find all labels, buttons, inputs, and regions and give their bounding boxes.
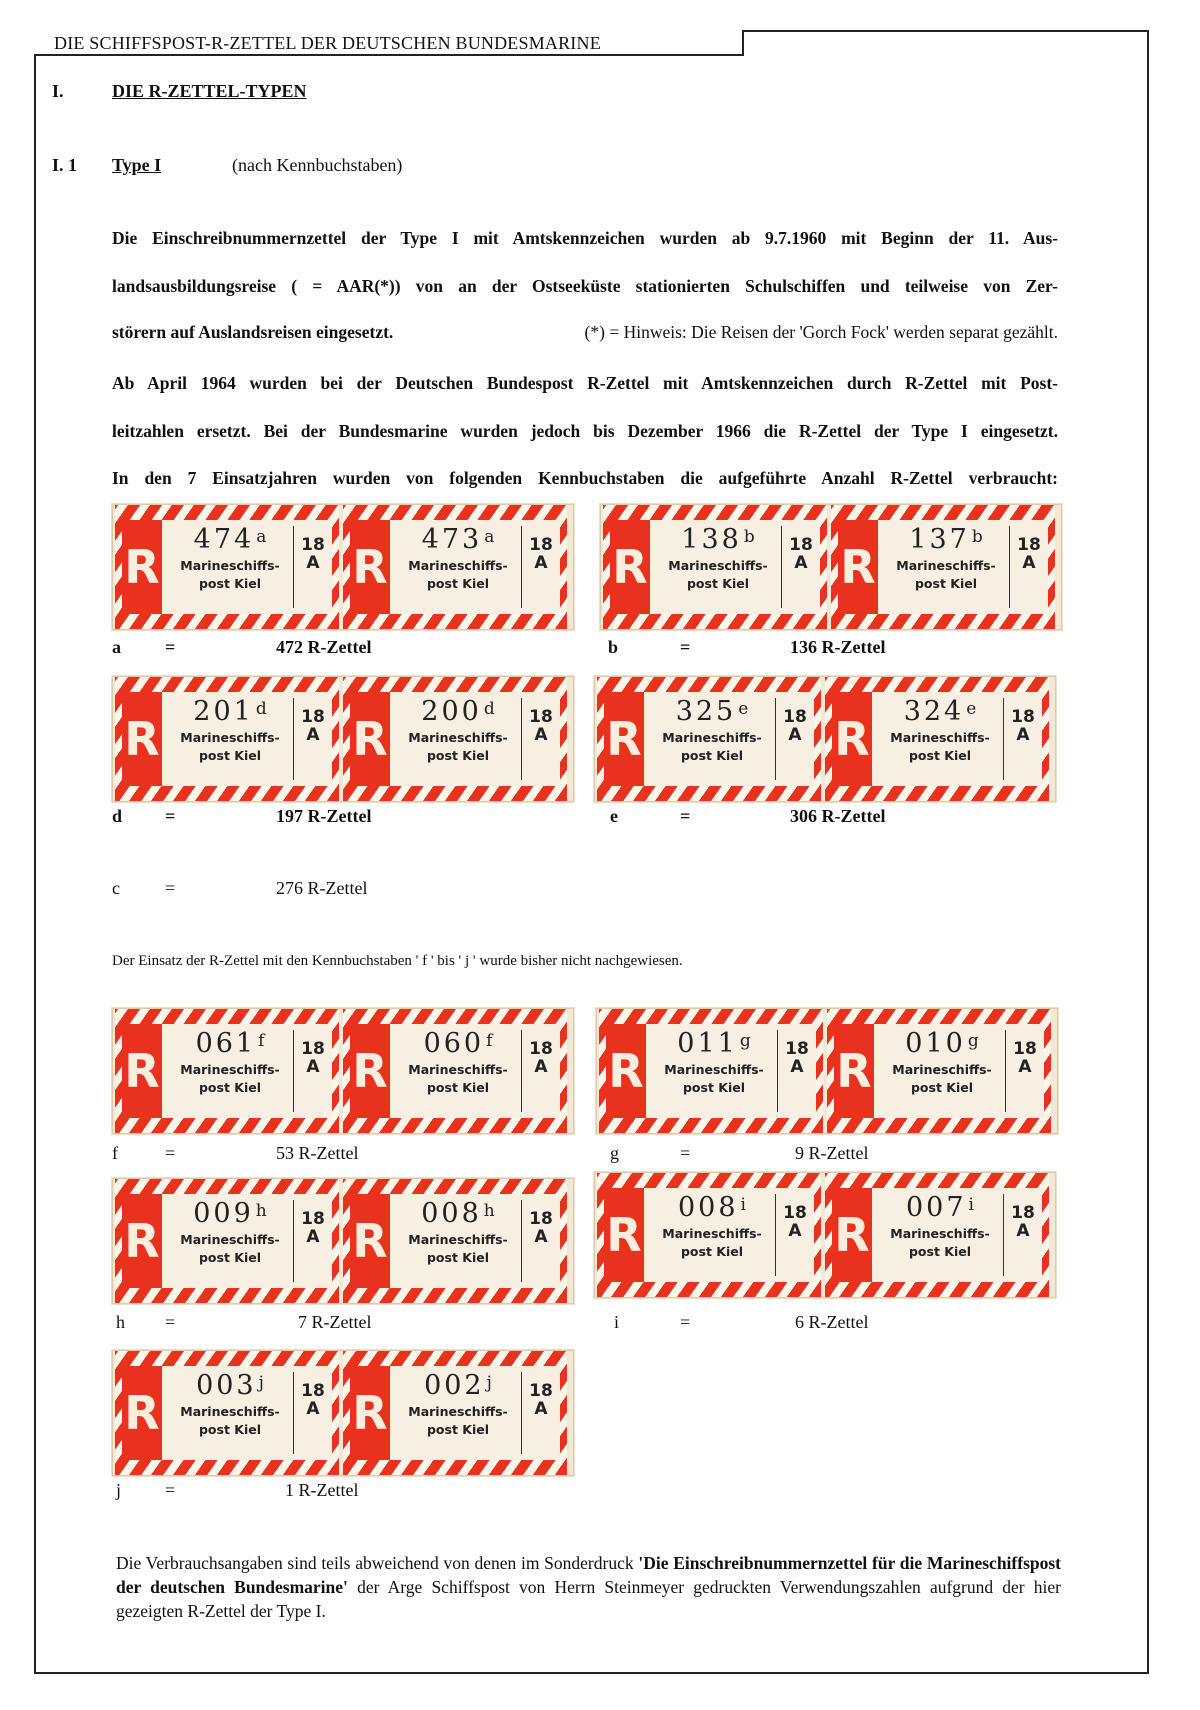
label-number-value: 200 xyxy=(421,696,482,727)
label-body xyxy=(350,1194,560,1288)
label-line-1: Marineschiffs- xyxy=(892,1062,992,1077)
label-letter: e xyxy=(966,699,977,719)
label-line-2: post Kiel xyxy=(426,1250,490,1265)
label-line-2: post Kiel xyxy=(680,1244,744,1259)
label-number xyxy=(400,524,516,555)
r-zettel-strip-e xyxy=(594,676,1056,802)
office-code-letter: A xyxy=(1016,1221,1030,1241)
label-body xyxy=(122,692,332,786)
r-letter: R xyxy=(124,1386,160,1440)
r-zettel-label xyxy=(825,1173,1049,1297)
caption-letter-f: f xyxy=(112,1143,118,1163)
subsection-title: Type I xyxy=(112,155,162,175)
label-line-2: post Kiel xyxy=(914,576,978,591)
page-frame-top xyxy=(742,30,1149,32)
r-zettel-strip-f xyxy=(112,1008,574,1134)
label-divider xyxy=(521,1200,522,1282)
office-code-number: 18 xyxy=(301,707,325,727)
label-body xyxy=(604,692,814,786)
r-zettel-label xyxy=(343,505,567,629)
office-code xyxy=(780,1204,810,1240)
r-letter: R xyxy=(352,540,388,594)
label-divider xyxy=(781,526,782,608)
caption-letter-e: e xyxy=(610,806,618,826)
caption-equals-e: = xyxy=(680,806,691,826)
final-text-2: der Arge Schiffspost von Herrn Steinmeyer gedruckten Verwendungszahlen aufgrund der hier gezeigten R-Zettel der Type I. xyxy=(116,1577,1062,1621)
office-code-letter: A xyxy=(788,725,802,745)
label-divider xyxy=(775,1194,776,1276)
r-zettel-label xyxy=(597,677,821,801)
office-code xyxy=(298,1210,328,1246)
office-code xyxy=(298,1040,328,1076)
r-letter: R xyxy=(612,540,648,594)
office-code-number: 18 xyxy=(1013,1039,1037,1059)
r-zettel-strip-g xyxy=(596,1008,1058,1134)
label-number xyxy=(654,696,770,727)
r-letter: R xyxy=(836,1044,872,1098)
label-number-value: 003 xyxy=(196,1370,257,1401)
label-line-1: Marineschiffs- xyxy=(180,1232,280,1247)
r-zettel-strip-d xyxy=(112,676,574,802)
caption-count-b: 136 R-Zettel xyxy=(790,637,886,657)
label-letter: a xyxy=(256,527,267,547)
office-code xyxy=(526,1382,556,1418)
caption-letter-c: c xyxy=(112,878,120,898)
r-mark xyxy=(350,1194,390,1288)
label-line-1: Marineschiffs- xyxy=(890,1226,990,1241)
final-paragraph xyxy=(116,1551,1061,1623)
page-frame-left xyxy=(34,54,36,1674)
r-zettel-label xyxy=(343,1179,567,1303)
label-number-value: 010 xyxy=(905,1028,966,1059)
label-body xyxy=(350,1366,560,1460)
label-letter: b xyxy=(971,527,983,547)
subsection-number: I. 1 xyxy=(52,155,78,175)
label-line-1: Marineschiffs- xyxy=(180,1062,280,1077)
office-code-number: 18 xyxy=(1011,707,1035,727)
label-letter: g xyxy=(739,1031,751,1051)
intro-line-2: landsausbildungsreise ( = AAR(*)) von an der Ostseeküste stationierten Schulschiffen und teilweise von Zer- xyxy=(112,276,1058,296)
label-line-2: post Kiel xyxy=(426,1422,490,1437)
r-mark xyxy=(350,692,390,786)
header-tab-edge xyxy=(742,30,744,56)
office-code xyxy=(298,708,328,744)
label-letter: h xyxy=(255,1201,267,1221)
label-body xyxy=(604,1188,814,1282)
label-number xyxy=(172,1198,288,1229)
r-mark xyxy=(604,1188,644,1282)
label-body xyxy=(350,520,560,614)
r-zettel-label xyxy=(115,677,339,801)
r-mark xyxy=(834,1024,874,1118)
caption-equals-a: = xyxy=(165,637,176,657)
label-line-2: post Kiel xyxy=(426,748,490,763)
r-zettel-label xyxy=(831,505,1055,629)
caption-equals-b: = xyxy=(680,637,691,657)
hint-note: (*) = Hinweis: Die Reisen der 'Gorch Fock' werden separat gezählt. xyxy=(584,322,1058,342)
label-number xyxy=(172,1370,288,1401)
label-line-1: Marineschiffs- xyxy=(408,730,508,745)
label-body xyxy=(122,520,332,614)
office-code xyxy=(782,1040,812,1076)
r-mark xyxy=(838,520,878,614)
label-line-1: Marineschiffs- xyxy=(180,558,280,573)
label-number xyxy=(654,1192,770,1223)
label-line-2: post Kiel xyxy=(682,1080,746,1095)
label-divider xyxy=(293,1372,294,1454)
r-letter: R xyxy=(606,1208,642,1262)
office-code-number: 18 xyxy=(783,1203,807,1223)
label-divider xyxy=(1003,1194,1004,1276)
caption-equals-f: = xyxy=(165,1143,176,1163)
label-number-value: 474 xyxy=(193,524,255,555)
r-zettel-label xyxy=(115,1351,339,1475)
r-zettel-strip-h xyxy=(112,1178,574,1304)
caption-count-f: 53 R-Zettel xyxy=(276,1143,359,1163)
office-code-number: 18 xyxy=(529,535,553,555)
label-divider xyxy=(293,526,294,608)
r-mark xyxy=(604,692,644,786)
r-zettel-label xyxy=(343,1351,567,1475)
r-zettel-label xyxy=(115,1009,339,1133)
label-divider xyxy=(521,1372,522,1454)
section-title: DIE R-ZETTEL-TYPEN xyxy=(112,81,307,101)
label-letter: i xyxy=(968,1195,974,1215)
label-divider xyxy=(775,698,776,780)
header-underline xyxy=(34,54,744,56)
r-letter: R xyxy=(352,1386,388,1440)
label-number-value: 008 xyxy=(678,1192,739,1223)
label-line-1: Marineschiffs- xyxy=(664,1062,764,1077)
office-code xyxy=(786,536,816,572)
label-letter: i xyxy=(740,1195,746,1215)
r-letter: R xyxy=(834,1208,870,1262)
intro-line-4: Ab April 1964 wurden bei der Deutschen Bundespost R-Zettel mit Amtskennzeichen durch R-Zettel mit Post- xyxy=(112,373,1058,393)
label-number-value: 138 xyxy=(681,524,742,555)
label-divider xyxy=(1003,698,1004,780)
office-code-number: 18 xyxy=(529,1381,553,1401)
note-f-to-j: Der Einsatz der R-Zettel mit den Kennbuchstaben ' f ' bis ' j ' wurde bisher nicht nachgewiesen. xyxy=(112,953,683,969)
office-code-number: 18 xyxy=(301,1209,325,1229)
label-body xyxy=(610,520,820,614)
caption-count-c: 276 R-Zettel xyxy=(276,878,368,898)
label-divider xyxy=(777,1030,778,1112)
r-zettel-label xyxy=(115,505,339,629)
intro-line-3 xyxy=(112,322,1058,343)
r-zettel-strip-j xyxy=(112,1350,574,1476)
r-mark xyxy=(350,1366,390,1460)
r-zettel-label xyxy=(597,1173,821,1297)
label-number-value: 011 xyxy=(677,1028,738,1059)
caption-count-j: 1 R-Zettel xyxy=(285,1480,359,1500)
caption-count-a: 472 R-Zettel xyxy=(276,637,372,657)
label-number xyxy=(400,1370,516,1401)
r-letter: R xyxy=(124,540,160,594)
label-letter: j xyxy=(486,1373,492,1393)
office-code-number: 18 xyxy=(529,1039,553,1059)
label-number xyxy=(656,1028,772,1059)
office-code-letter: A xyxy=(790,1057,804,1077)
r-zettel-label xyxy=(827,1009,1051,1133)
office-code-letter: A xyxy=(534,1227,548,1247)
r-zettel-label xyxy=(343,1009,567,1133)
r-letter: R xyxy=(124,1044,160,1098)
office-code-letter: A xyxy=(1022,553,1036,573)
label-letter: f xyxy=(486,1031,493,1051)
office-code-letter: A xyxy=(534,725,548,745)
label-body xyxy=(832,1188,1042,1282)
r-mark xyxy=(122,520,162,614)
r-zettel-strip-b xyxy=(600,504,1062,630)
label-number xyxy=(882,696,998,727)
office-code-letter: A xyxy=(1016,725,1030,745)
label-letter: g xyxy=(967,1031,979,1051)
caption-letter-h: h xyxy=(116,1312,125,1332)
label-letter: d xyxy=(483,699,495,719)
office-code xyxy=(1008,1204,1038,1240)
office-code-number: 18 xyxy=(301,535,325,555)
label-number xyxy=(882,1192,998,1223)
caption-letter-d: d xyxy=(112,806,123,826)
label-line-1: Marineschiffs- xyxy=(890,730,990,745)
office-code-letter: A xyxy=(1018,1057,1032,1077)
label-number-value: 060 xyxy=(423,1028,485,1059)
page-frame-right xyxy=(1147,30,1149,1674)
intro-line-5: leitzahlen ersetzt. Bei der Bundesmarine wurden jedoch bis Dezember 1966 die R-Zettel der Type I eingesetzt. xyxy=(112,421,1058,441)
caption-equals-c: = xyxy=(165,878,176,898)
caption-equals-i: = xyxy=(680,1312,691,1332)
label-letter: j xyxy=(258,1373,264,1393)
label-line-2: post Kiel xyxy=(426,576,490,591)
label-line-1: Marineschiffs- xyxy=(668,558,768,573)
label-number-value: 002 xyxy=(424,1370,485,1401)
r-zettel-label xyxy=(115,1179,339,1303)
label-body xyxy=(122,1366,332,1460)
label-number-value: 324 xyxy=(903,696,965,727)
label-body xyxy=(122,1194,332,1288)
label-number-value: 137 xyxy=(909,524,970,555)
label-line-2: post Kiel xyxy=(198,1250,262,1265)
label-divider xyxy=(293,1030,294,1112)
r-letter: R xyxy=(124,1214,160,1268)
caption-count-i: 6 R-Zettel xyxy=(795,1312,869,1332)
r-letter: R xyxy=(352,1214,388,1268)
page-frame-bottom xyxy=(34,1672,1149,1674)
office-code-letter: A xyxy=(534,1057,548,1077)
label-line-1: Marineschiffs- xyxy=(408,1404,508,1419)
intro-line-3-text: störern auf Auslandsreisen eingesetzt. xyxy=(112,322,394,342)
section-number: I. xyxy=(52,81,64,101)
office-code xyxy=(1010,1040,1040,1076)
office-code xyxy=(1014,536,1044,572)
office-code-number: 18 xyxy=(785,1039,809,1059)
intro-line-1: Die Einschreibnummernzettel der Type I mit Amtskennzeichen wurden ab 9.7.1960 mit Beginn der 11. Aus- xyxy=(112,228,1058,248)
r-zettel-strip-a xyxy=(112,504,574,630)
label-divider xyxy=(521,526,522,608)
r-zettel-label xyxy=(603,505,827,629)
r-mark xyxy=(350,520,390,614)
caption-letter-a: a xyxy=(112,637,121,657)
office-code-letter: A xyxy=(788,1221,802,1241)
office-code-number: 18 xyxy=(1011,1203,1035,1223)
label-body xyxy=(350,692,560,786)
label-line-1: Marineschiffs- xyxy=(408,1232,508,1247)
office-code xyxy=(1008,708,1038,744)
office-code-number: 18 xyxy=(1017,535,1041,555)
label-number-value: 061 xyxy=(195,1028,257,1059)
label-number-value: 201 xyxy=(193,696,254,727)
r-mark xyxy=(610,520,650,614)
office-code-letter: A xyxy=(306,1399,320,1419)
office-code-number: 18 xyxy=(783,707,807,727)
label-number-value: 007 xyxy=(906,1192,967,1223)
final-bold-title: 'Die Einschreibnummernzettel für die Marineschiffspost der deutschen Bundesmarine' xyxy=(116,1553,1061,1597)
label-body xyxy=(606,1024,816,1118)
label-line-1: Marineschiffs- xyxy=(662,730,762,745)
caption-equals-d: = xyxy=(165,806,176,826)
r-letter: R xyxy=(606,712,642,766)
label-divider xyxy=(521,698,522,780)
caption-equals-h: = xyxy=(165,1312,176,1332)
label-body xyxy=(832,692,1042,786)
office-code-letter: A xyxy=(306,1057,320,1077)
label-letter: a xyxy=(484,527,495,547)
r-mark xyxy=(350,1024,390,1118)
label-number xyxy=(660,524,776,555)
label-body xyxy=(834,1024,1044,1118)
label-line-2: post Kiel xyxy=(910,1080,974,1095)
label-letter: f xyxy=(258,1031,265,1051)
label-letter: d xyxy=(255,699,267,719)
label-number-value: 008 xyxy=(421,1198,482,1229)
office-code xyxy=(526,708,556,744)
label-divider xyxy=(293,698,294,780)
caption-letter-i: i xyxy=(614,1312,620,1332)
caption-letter-b: b xyxy=(608,637,619,657)
label-letter: e xyxy=(738,699,749,719)
r-mark xyxy=(832,1188,872,1282)
final-text-1: Die Verbrauchsangaben sind teils abweichend von denen im Sonderdruck xyxy=(116,1553,639,1573)
label-number xyxy=(400,696,516,727)
label-divider xyxy=(521,1030,522,1112)
caption-count-d: 197 R-Zettel xyxy=(276,806,372,826)
caption-count-e: 306 R-Zettel xyxy=(790,806,886,826)
office-code-letter: A xyxy=(306,725,320,745)
r-zettel-label xyxy=(343,677,567,801)
office-code-letter: A xyxy=(306,1227,320,1247)
label-line-2: post Kiel xyxy=(908,748,972,763)
r-letter: R xyxy=(840,540,876,594)
label-line-1: Marineschiffs- xyxy=(180,1404,280,1419)
office-code xyxy=(780,708,810,744)
r-letter: R xyxy=(834,712,870,766)
label-line-2: post Kiel xyxy=(686,576,750,591)
label-line-2: post Kiel xyxy=(198,1080,262,1095)
r-letter: R xyxy=(124,712,160,766)
office-code xyxy=(298,536,328,572)
intro-line-6: In den 7 Einsatzjahren wurden von folgenden Kennbuchstaben die aufgeführte Anzahl R-Zettel verbraucht: xyxy=(112,468,1058,488)
r-mark xyxy=(122,1194,162,1288)
subsection-note: (nach Kennbuchstaben) xyxy=(232,155,403,175)
office-code-number: 18 xyxy=(789,535,813,555)
r-letter: R xyxy=(352,1044,388,1098)
label-line-1: Marineschiffs- xyxy=(180,730,280,745)
label-letter: b xyxy=(743,527,755,547)
office-code-letter: A xyxy=(794,553,808,573)
label-number xyxy=(172,1028,288,1059)
label-number xyxy=(400,1198,516,1229)
label-number xyxy=(400,1028,516,1059)
label-divider xyxy=(1009,526,1010,608)
office-code xyxy=(526,1210,556,1246)
label-line-1: Marineschiffs- xyxy=(896,558,996,573)
label-line-2: post Kiel xyxy=(680,748,744,763)
label-letter: h xyxy=(483,1201,495,1221)
label-body xyxy=(838,520,1048,614)
label-line-1: Marineschiffs- xyxy=(662,1226,762,1241)
r-mark xyxy=(832,692,872,786)
office-code xyxy=(526,1040,556,1076)
r-zettel-strip-i xyxy=(594,1172,1056,1298)
caption-count-h: 7 R-Zettel xyxy=(298,1312,372,1332)
office-code-number: 18 xyxy=(301,1039,325,1059)
office-code xyxy=(526,536,556,572)
caption-letter-j: j xyxy=(116,1480,122,1500)
label-number-value: 473 xyxy=(421,524,483,555)
r-zettel-label xyxy=(825,677,1049,801)
label-line-2: post Kiel xyxy=(426,1080,490,1095)
label-line-1: Marineschiffs- xyxy=(408,1062,508,1077)
caption-equals-j: = xyxy=(165,1480,176,1500)
page-header-title: DIE SCHIFFSPOST-R-ZETTEL DER DEUTSCHEN BUNDESMARINE xyxy=(54,33,601,53)
label-body xyxy=(122,1024,332,1118)
label-line-2: post Kiel xyxy=(198,1422,262,1437)
caption-count-g: 9 R-Zettel xyxy=(795,1143,869,1163)
r-letter: R xyxy=(352,712,388,766)
label-number xyxy=(888,524,1004,555)
office-code-letter: A xyxy=(306,553,320,573)
r-mark xyxy=(122,1024,162,1118)
label-line-1: Marineschiffs- xyxy=(408,558,508,573)
label-number-value: 325 xyxy=(675,696,737,727)
label-divider xyxy=(293,1200,294,1282)
label-body xyxy=(350,1024,560,1118)
office-code-number: 18 xyxy=(529,707,553,727)
office-code xyxy=(298,1382,328,1418)
caption-letter-g: g xyxy=(610,1143,619,1163)
r-letter: R xyxy=(608,1044,644,1098)
label-line-2: post Kiel xyxy=(198,748,262,763)
office-code-letter: A xyxy=(534,1399,548,1419)
r-mark xyxy=(122,1366,162,1460)
label-line-2: post Kiel xyxy=(908,1244,972,1259)
office-code-number: 18 xyxy=(301,1381,325,1401)
office-code-number: 18 xyxy=(529,1209,553,1229)
label-number xyxy=(172,524,288,555)
label-number-value: 009 xyxy=(193,1198,254,1229)
label-number xyxy=(884,1028,1000,1059)
office-code-letter: A xyxy=(534,553,548,573)
caption-equals-g: = xyxy=(680,1143,691,1163)
r-mark xyxy=(606,1024,646,1118)
label-line-2: post Kiel xyxy=(198,576,262,591)
r-zettel-label xyxy=(599,1009,823,1133)
label-divider xyxy=(1005,1030,1006,1112)
label-number xyxy=(172,696,288,727)
r-mark xyxy=(122,692,162,786)
